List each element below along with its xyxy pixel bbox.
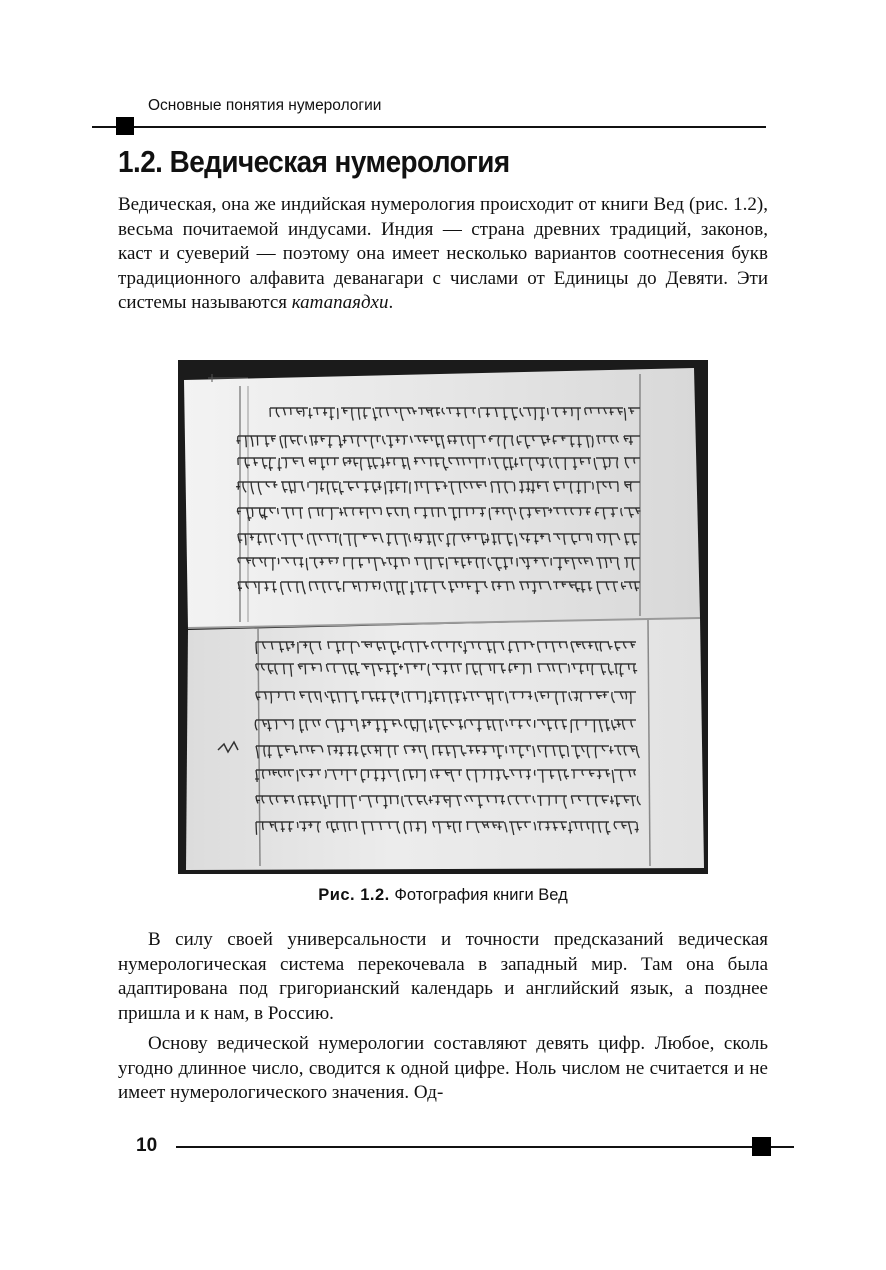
term-katapayadi: катапаядхи — [291, 292, 389, 313]
paragraph-intro — [118, 193, 768, 316]
figure-caption-text: Фотография книги Вед — [389, 886, 568, 904]
paragraph-intro-end: . — [388, 292, 394, 313]
paragraph-nine-digits: Основу ведической нумерологии составляют девять цифр. Любое, сколь угодно длинное число, сводится к одной цифре. Ноль числом не считается и не имеет нумерологического значения. Од- — [118, 1033, 768, 1103]
paragraph-intro-text: Ведическая, она же индийская нумерология происходит от книги Вед (рис. 1.2), весьма почитаемой индусами. Индия — страна древних традиций, законов, каст и суеверий — поэтому она имеет несколько вариантов соотнесения букв традиционного алфавита деванагари с числами от Единицы до Девяти. Эти системы называются — [118, 194, 768, 313]
figure-vedas-photo — [178, 360, 708, 874]
figure-caption-label: Рис. 1.2. — [318, 886, 390, 904]
manuscript-image — [178, 360, 708, 874]
header-square-marker — [116, 117, 134, 135]
section-title: 1.2. Ведическая нумерология — [118, 144, 510, 179]
figure-caption — [0, 886, 886, 905]
footer-rule — [176, 1146, 794, 1148]
paragraph-universality: В силу своей универсальности и точности предсказаний ведическая нумерологическая система перекочевала в западный мир. Там она была адаптирована под григорианский календарь и английский язык, а позднее пришла и к нам, в Россию. — [118, 929, 768, 1024]
page-number: 10 — [136, 1135, 158, 1156]
header-rule — [92, 126, 766, 128]
running-head: Основные понятия нумерологии — [148, 97, 382, 114]
footer-square-marker — [752, 1137, 771, 1156]
